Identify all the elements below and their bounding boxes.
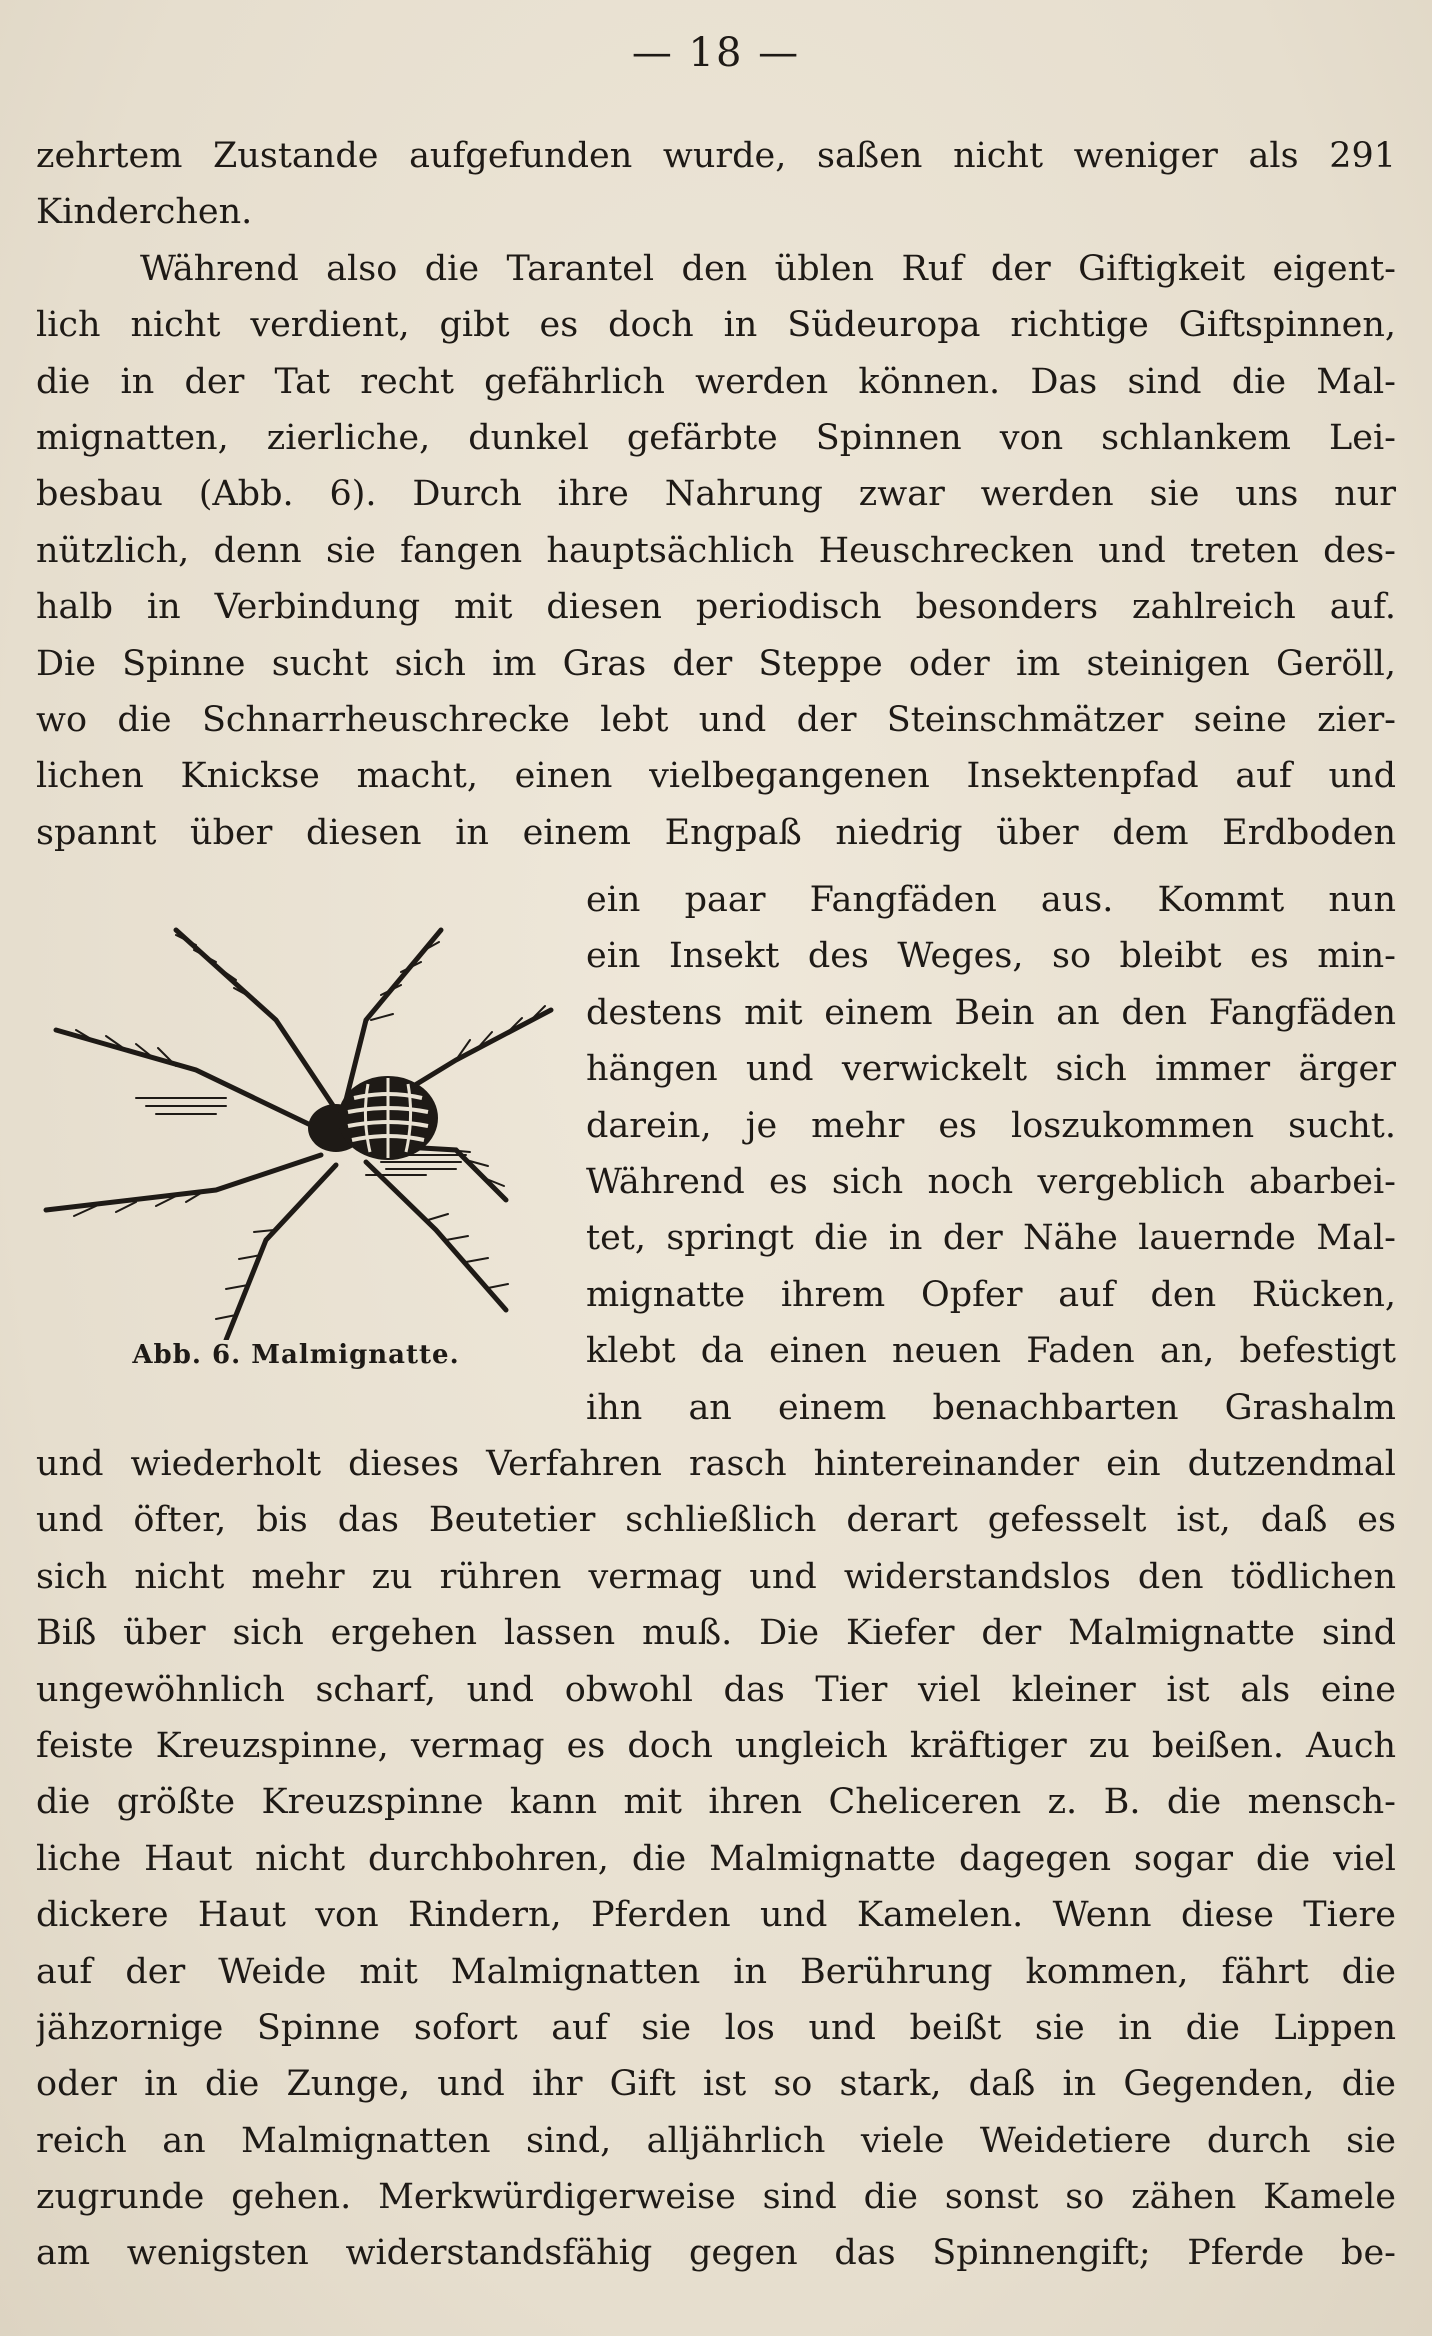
text-line: sich nicht mehr zu rühren vermag und widerstandslos den tödlichen	[36, 1556, 1396, 1597]
text-line: dickere Haut von Rindern, Pferden und Kamelen. Wenn diese Tiere	[36, 1895, 1396, 1936]
text-line: feiste Kreuzspinne, vermag es doch ungleich kräftiger zu beißen. Auch	[36, 1725, 1396, 1766]
page-number: — 18 —	[631, 30, 801, 76]
figure-caption: Abb. 6. Malmignatte.	[132, 1340, 460, 1370]
text-line: ihn an einem benachbarten Grashalm	[586, 1387, 1396, 1428]
text-line: die größte Kreuzspinne kann mit ihren Cheliceren z. B. die mensch-	[36, 1782, 1396, 1823]
text-line: oder in die Zunge, und ihr Gift ist so stark, daß in Gegenden, die	[36, 2064, 1396, 2105]
text-line: hängen und verwickelt sich immer ärger	[586, 1049, 1396, 1090]
text-line: tet, springt die in der Nähe lauernde Mal-	[586, 1218, 1396, 1259]
text-line: jähzornige Spinne sofort auf sie los und beißt sie in die Lippen	[36, 2007, 1396, 2048]
text-line: liche Haut nicht durchbohren, die Malmignatte dagegen sogar die viel	[36, 1838, 1396, 1879]
text-line: darein, je mehr es loszukommen sucht.	[586, 1105, 1396, 1146]
text-line: besbau (Abb. 6). Durch ihre Nahrung zwar werden sie uns nur	[36, 474, 1396, 515]
text-line: wo die Schnarrheuschrecke lebt und der Steinschmätzer seine zier-	[36, 699, 1396, 740]
text-line: ungewöhnlich scharf, und obwohl das Tier viel kleiner ist als eine	[36, 1669, 1396, 1710]
text-block-wrapped	[586, 872, 1396, 1436]
text-line: lich nicht verdient, gibt es doch in Südeuropa richtige Giftspinnen,	[36, 305, 1396, 346]
text-line: Die Spinne sucht sich im Gras der Steppe oder im steinigen Geröll,	[36, 643, 1396, 684]
spider-legs	[46, 930, 551, 1340]
text-line: lichen Knickse macht, einen vielbegangenen Insektenpfad auf und	[36, 756, 1396, 797]
text-line: Während es sich noch vergeblich abarbei-	[586, 1161, 1396, 1202]
spider-illustration	[36, 900, 576, 1340]
text-line: Biß über sich ergehen lassen muß. Die Kiefer der Malmignatte sind	[36, 1613, 1396, 1654]
text-line: ein Insekt des Weges, so bleibt es min-	[586, 936, 1396, 977]
text-line: ein paar Fangfäden aus. Kommt nun	[586, 880, 1396, 920]
spider-abdomen	[338, 1076, 438, 1160]
text-line: spannt über diesen in einem Engpaß niedrig über dem Erdboden	[36, 812, 1396, 853]
text-line: zehrtem Zustande aufgefunden wurde, saßen nicht weniger als 291	[36, 136, 1396, 176]
text-line: nützlich, denn sie fangen hauptsächlich Heuschrecken und treten des-	[36, 530, 1396, 571]
text-line: klebt da einen neuen Faden an, befestigt	[586, 1331, 1396, 1372]
text-line: Während also die Tarantel den üblen Ruf der Giftigkeit eigent-	[140, 248, 1396, 289]
text-line: und wiederholt dieses Verfahren rasch hintereinander ein dutzendmal	[36, 1444, 1396, 1484]
text-block-bottom	[36, 1436, 1396, 2282]
text-line: auf der Weide mit Malmignatten in Berührung kommen, fährt die	[36, 1951, 1396, 1992]
text-block-top	[36, 128, 1396, 861]
text-line: destens mit einem Bein an den Fangfäden	[586, 992, 1396, 1033]
text-line: halb in Verbindung mit diesen periodisch besonders zahlreich auf.	[36, 587, 1396, 628]
text-line: zugrunde gehen. Merkwürdigerweise sind die sonst so zähen Kamele	[36, 2177, 1396, 2218]
figure-malmignatte	[36, 900, 576, 1400]
text-line: Kinderchen.	[36, 192, 253, 233]
text-line: die in der Tat recht gefährlich werden können. Das sind die Mal-	[36, 361, 1396, 402]
text-line: reich an Malmignatten sind, alljährlich viele Weidetiere durch sie	[36, 2120, 1396, 2161]
text-line: mignatten, zierliche, dunkel gefärbte Spinnen von schlankem Lei-	[36, 417, 1396, 458]
text-line: mignatte ihrem Opfer auf den Rücken,	[586, 1274, 1396, 1315]
text-line: und öfter, bis das Beutetier schließlich derart gefesselt ist, daß es	[36, 1500, 1396, 1541]
text-line: am wenigsten widerstandsfähig gegen das Spinnengift; Pferde be-	[36, 2233, 1396, 2274]
